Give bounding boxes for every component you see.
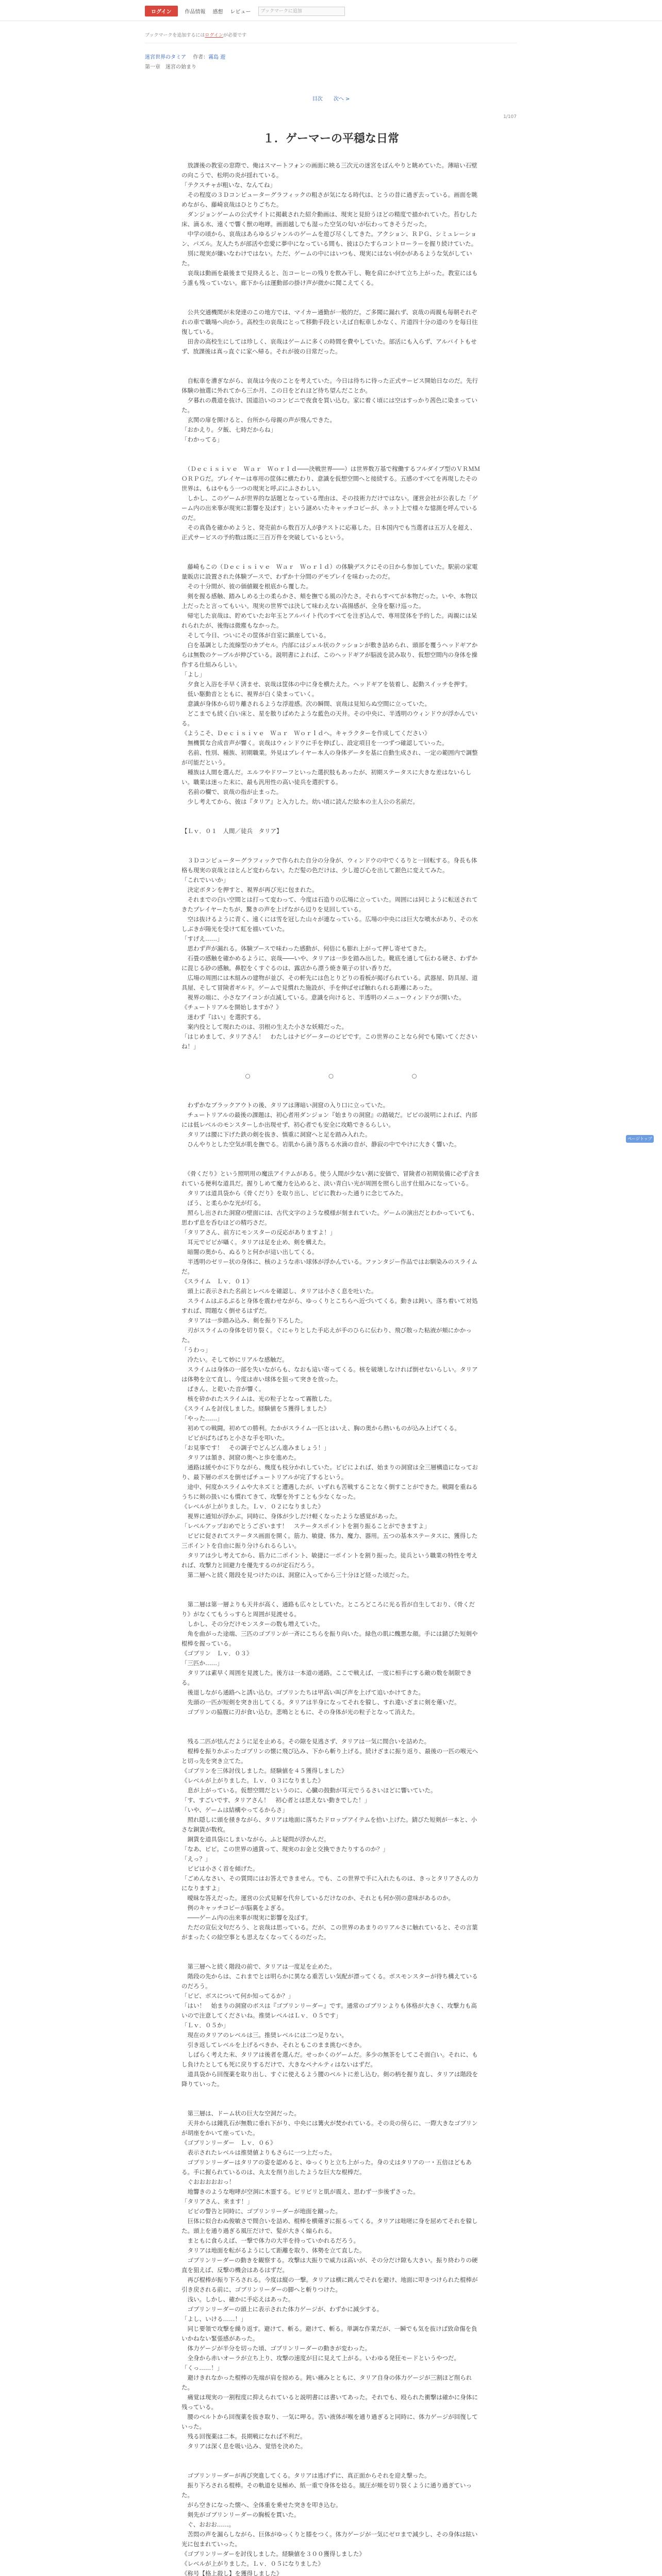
novel-paragraph: わずかなブラックアウトの後、タリアは薄暗い洞窟の入り口に立っていた。 xyxy=(181,1101,389,1109)
text-section xyxy=(181,464,481,543)
novel-paragraph: タリアは頷き、洞窟の奥へと歩を進めた。 xyxy=(181,1454,300,1461)
novel-paragraph: 痛覚は現実の一割程度に抑えられていると説明書には書いてあった。それでも、殴られた衝撃は確かに身体に残っている。 xyxy=(181,2394,478,2411)
novel-paragraph: まともに食らえば、一撃で体力の大半を持っていかれるだろう。 xyxy=(181,2237,359,2244)
novel-paragraph: 「うわっ」 xyxy=(181,1346,211,1353)
novel-paragraph: タリアは素早く周囲を見渡した。後方は一本道の通路。ここで戦えば、一度に相手にする敵の数を制限できる。 xyxy=(181,1669,472,1686)
novel-paragraph: 「レベルアップおめでとうございます！ ステータスポイントを割り振ることができますよ」 xyxy=(181,1522,430,1530)
novel-paragraph: 《ゴブリンリーダー Ｌｖ．０６》 xyxy=(181,2139,276,2146)
novel-paragraph: 広場の周囲には木組みの建物が並び、その軒先には色とりどりの看板が掲げられている。武器屋、防具屋、道具屋、そして冒険者ギルド。ゲームで見慣れた施設が、手を伸ばせば触れられる距離にあった。 xyxy=(181,974,478,991)
novel-paragraph: 《レベルが上がりました。Ｌｖ．０３になりました》 xyxy=(181,1777,324,1784)
bookmark-add-box[interactable]: ブックマークに追加 xyxy=(258,7,345,16)
novel-paragraph: 《チュートリアルを開始しますか？》 xyxy=(181,1004,282,1011)
novel-paragraph: 照れ隠しに頭を掻きながら、タリアは地面に落ちたドロップアイテムを拾い上げた。錆びた短剣が一本と、小さな銅貨が数枚。 xyxy=(181,1816,477,1833)
novel-paragraph: 玄関の扉を開けると、台所から母親の声が飛んできた。 xyxy=(181,416,336,423)
novel-paragraph: ３Ｄコンピューターグラフィックで作られた自分の分身が、ウィンドウの中でくるりと一回転する。身長も体格も現実の哀哉とほとんど変わらない。ただ髪の色だけは、少し遊び心を出して銀色に変えてみた。 xyxy=(181,857,477,874)
novel-paragraph: 《骨くだり》という照明用の魔法アイテムがある。使う人間が少ない割に安価で、冒険者の初期装備に必ず含まれている便利な道具だ。握りしめて魔力を込めると、淡い青白い光が周囲を照らし出す仕組みになっている。 xyxy=(181,1170,480,1187)
novel-paragraph: 剣を握る感触、踏みしめる土の柔らかさ、頬を撫でる風の冷たさ。それらすべてが本物だった。いや、本物以上だったと言ってもいい。現実の世界では決して味わえない高揚感が、全身を駆け巡った。 xyxy=(181,592,477,609)
novel-paragraph: どこまでも続く白い床と、星を散りばめたような藍色の天井。その中央に、半透明のウィンドウが浮かんでいる。 xyxy=(181,710,478,727)
novel-paragraph: 息が上がっている。仮想空間だというのに、心臓の鼓動が耳元でうるさいほどに響いていた。 xyxy=(181,1787,437,1794)
novel-paragraph: 後退しながら通路へと誘い込む。ゴブリンたちは甲高い叫び声を上げて追いかけてきた。 xyxy=(181,1689,425,1696)
novel-paragraph: ゴブリンリーダーの動きを観察する。攻撃は大振りで威力は高いが、その分だけ隙も大きい。振り終わりの硬直を狙えば、反撃の機会はあるはずだ。 xyxy=(181,2257,478,2274)
novel-paragraph: 意識が身体から切り離されるような浮遊感。次の瞬間、哀哉は見知らぬ空間に立っていた。 xyxy=(181,700,431,707)
novel-paragraph: 迷わず『はい』を選択する。 xyxy=(181,1013,264,1021)
novel-paragraph: 角を曲がった途端、三匹のゴブリンが一斉にこちらを振り向いた。緑色の肌に醜悪な顔。手には錆びた短剣や棍棒を握っている。 xyxy=(181,1630,478,1647)
novel-paragraph: タリアは道具袋から《骨くだり》を取り出し、ピピに教わった通りに念じてみた。 xyxy=(181,1190,407,1197)
novel-paragraph: 夕食と入浴を手早く済ませ、哀哉は筐体の中に身を横たえた。ヘッドギアを装着し、起動スイッチを押す。 xyxy=(181,681,471,688)
novel-paragraph: 例のキャッチコピーが脳裏をよぎる。 xyxy=(181,1904,288,1911)
novel-paragraph: 決定ボタンを押すと、視界が再び光に包まれた。 xyxy=(181,886,318,893)
novel-paragraph: 空は抜けるように青く、遠くには雪を冠した山々が連なっている。広場の中央には巨大な噴水があり、その水しぶきが陽光を受けて虹を描いていた。 xyxy=(181,916,478,933)
novel-paragraph: 再び棍棒が振り下ろされる。今度は縦の一撃。タリアは横に跳んでそれを避け、地面に叩きつけられた棍棒が引き戻される前に、ゴブリンリーダーの脚へと斬りつけた。 xyxy=(181,2276,478,2293)
novel-paragraph: 引き返してレベルを上げるべきか、それともこのまま挑むべきか。 xyxy=(181,2041,366,2048)
novel-paragraph: タリアは少し考えてから、筋力に二ポイント、敏捷に一ポイントを割り振った。徒兵という職業の特性を考えれば、攻撃力と回避力を優先するのが定石だろう。 xyxy=(181,1552,477,1569)
novel-paragraph: 暗闇の奥から、ぬるりと何かが這い出してくる。 xyxy=(181,1248,318,1256)
novel-paragraph: 剣先がゴブリンリーダーの胸板を貫いた。 xyxy=(181,2511,300,2518)
text-section xyxy=(181,376,481,445)
novel-paragraph: 公共交通機関が未発達のこの地方では、マイカー通勤が一般的だ。ご多聞に漏れず、哀哉の両親も毎朝それぞれの車で職場へ向かう。高校生の哀哉にとって移動手段といえば自転車しかなく、片道四十分の道のりを毎日往復している。 xyxy=(181,309,478,335)
novel-paragraph: その真偽を確かめようと、発売前から数百万人がβテストに応募した。日本国内でも当選者は五万人を超え、正式サービスの予約数は既に三百万件を突破しているという。 xyxy=(181,524,476,541)
novel-paragraph: それまでの白い空間とは打って変わって、今度は石造りの広場に立っていた。周囲には同じように転送されてきたプレイヤーたちが、驚きの声を上げながら辺りを見回している。 xyxy=(181,896,478,913)
novel-paragraph: 第二層へと続く階段を見つけたのは、洞窟に入ってから三十分ほど経った頃だった。 xyxy=(181,1571,413,1579)
novel-paragraph: 《ゴブリンを三体討伐しました。経験値を４５獲得しました》 xyxy=(181,1767,347,1774)
novel-paragraph: タリアは腰に下げた鉄の剣を抜き、慎重に洞窟へと足を踏み入れた。 xyxy=(181,1131,371,1138)
novel-paragraph: 「やった……」 xyxy=(181,1415,223,1422)
text-section xyxy=(181,161,481,288)
novel-paragraph: 低い駆動音とともに、視界が白く染まっていく。 xyxy=(181,690,318,698)
novel-paragraph: ピピの警告と同時に、ゴブリンリーダーが地面を蹴った。 xyxy=(181,2208,342,2215)
novel-paragraph: ゴブリンリーダーはタリアの姿を認めると、ゆっくりと立ち上がった。身の丈はタリアの一・五倍ほどもある。手に握られているのは、丸太を削り出したような巨大な棍棒だ。 xyxy=(181,2159,472,2176)
novel-paragraph: 階段の先からは、これまでとは明らかに異なる重苦しい気配が漂ってくる。ボスモンスターが待ち構えているのだろう。 xyxy=(181,1973,478,1990)
novel-paragraph: そして今日、ついにその筐体が自室に鎮座している。 xyxy=(181,632,330,639)
text-section xyxy=(181,1169,481,1580)
novel-paragraph: 半透明のゼリー状の身体に、核のような赤い球体が浮かんでいる。ファンタジー作品ではお馴染みのスライムだ。 xyxy=(181,1258,477,1275)
text-section xyxy=(181,562,481,807)
text-section xyxy=(181,856,481,1052)
novel-paragraph: 《レベルが上がりました。Ｌｖ．０２になりました》 xyxy=(181,1503,324,1510)
novel-paragraph: 通路は緩やかに下りながら、幾度も枝分かれしていた。ピピによれば、始まりの洞窟は全三層構造になっており、最下層のボスを倒せばチュートリアルが完了するという。 xyxy=(181,1464,478,1481)
novel-paragraph: 「えっ？」 xyxy=(181,1855,211,1862)
novel-paragraph: タリアは一歩踏み込み、剣を振り下ろした。 xyxy=(181,1317,307,1324)
novel-paragraph: 天井からは鍾乳石が無数に垂れ下がり、中央には篝火が焚かれている。その炎の傍らに、一際大きなゴブリンが胡座をかいて座っていた。 xyxy=(181,2120,478,2137)
scene-separator xyxy=(181,1071,481,1081)
novel-paragraph: 銅貨を道具袋にしまいながら、ふと疑問が浮かんだ。 xyxy=(181,1836,330,1843)
novel-paragraph: 体力ゲージが半分を切った頃、ゴブリンリーダーの動きが変わった。 xyxy=(181,2345,371,2352)
novel-paragraph: 冷たい。そして妙にリアルな感触だ。 xyxy=(181,1356,288,1363)
novel-paragraph: 「これでいいか」 xyxy=(181,876,229,884)
novel-paragraph: ――ゲーム内の出来事が現実に影響を及ぼす。 xyxy=(181,1914,312,1921)
novel-paragraph: ただの宣伝文句だろう、と哀哉は思っている。だが、この世界のあまりのリアルさに触れていると、その言葉がまったくの絵空事とも思えなくなってくるのだった。 xyxy=(181,1924,478,1941)
text-section xyxy=(181,2109,481,2451)
novel-paragraph: ピピがぱちぱちと小さな手を叩いた。 xyxy=(181,1434,288,1442)
novel-paragraph: 「なあ、ピピ。この世界の通貨って、現実のお金と交換できたりするのか？」 xyxy=(181,1845,389,1853)
novel-paragraph: 「すげえ……」 xyxy=(181,935,223,942)
site-header xyxy=(0,0,662,21)
novel-paragraph: 視界に通知が浮かぶ。同時に、身体が少しだけ軽くなったような感覚があった。 xyxy=(181,1513,401,1520)
text-section xyxy=(181,2471,481,2576)
novel-paragraph: 《ゴブリン Ｌｖ．０３》 xyxy=(181,1650,253,1657)
novel-paragraph: 腰のベルトから回復薬を抜き取り、一気に呷る。苦い液体が喉を通り過ぎると同時に、体力ゲージが回復していった。 xyxy=(181,2413,478,2430)
novel-paragraph: 思わず声が漏れる。体験ブースで味わった感動が、何倍にも膨れ上がって押し寄せてきた。 xyxy=(181,945,430,952)
novel-paragraph: 「お見事です！ その調子でどんどん進みましょう！」 xyxy=(181,1444,330,1451)
novel-paragraph: 藤崎もこの（Ｄｅｃｉｓｉｖｅ Ｗａｒ Ｗｏｒｌｄ）の体験デスクにその日から参加していた。駅前の家電量販店に設置された体験ブースで、わずか十分間のデモプレイを味わったのだ。 xyxy=(181,563,478,580)
novel-paragraph: 残る二匹が怯んだように足を止める。その隙を見逃さず、タリアは一気に間合いを詰めた。 xyxy=(181,1738,431,1745)
novel-paragraph: 「おかえり。夕飯、七時だからね」 xyxy=(181,426,276,433)
novel-paragraph: 「はじめまして、タリアさん！ わたしはナビゲーターのピピです。この世界のことなら何でも聞いてくださいね！」 xyxy=(181,1033,477,1050)
novel-paragraph: 核を砕かれたスライムは、光の粒子となって霧散した。 xyxy=(181,1395,336,1402)
novel-paragraph: 名前の欄で、哀哉の指が止まった。 xyxy=(181,788,283,795)
novel-paragraph: 《ゴブリンリーダーを討伐しました。経験値を３００獲得しました》 xyxy=(181,2550,366,2557)
novel-paragraph: 石畳の感触を確かめるように、哀哉――いや、タリアは一歩を踏み出した。靴底を通して伝わる硬さ、わずかに混じる砂の感触。鼻腔をくすぐるのは、露店から漂う焼き菓子の甘い香りだ。 xyxy=(181,955,478,972)
novel-paragraph: 《スライム Ｌｖ．０１》 xyxy=(181,1278,253,1285)
text-section xyxy=(181,308,481,357)
nav-work-info[interactable]: 作品情報 xyxy=(185,9,206,15)
novel-paragraph: 第二層は第一層よりも天井が高く、通路も広々としていた。ところどころに光る苔が自生しており、《骨くだり》がなくてもうっすらと周囲が見渡せる。 xyxy=(181,1601,475,1618)
novel-paragraph: 「わかってる」 xyxy=(181,436,223,443)
novel-paragraph: 「ピピ、ボスについて何か知ってるか？」 xyxy=(181,1992,294,1999)
novel-paragraph: 「三匹か……」 xyxy=(181,1659,223,1667)
novel-paragraph: ゴブリンリーダーが再び突進してくる。タリアは逃げずに、真正面からそれを迎え撃った。 xyxy=(181,2472,431,2479)
novel-paragraph: 《レベルが上がりました。Ｌｖ．０５になりました》 xyxy=(181,2560,324,2567)
novel-paragraph: 夕暮れの農道を抜け、国道沿いのコンビニで夜食を買い込む。家に着く頃には空はすっかり茜色に染まっていた。 xyxy=(181,397,477,414)
novel-paragraph: 案内役として現れたのは、羽根の生えた小さな妖精だった。 xyxy=(181,1023,347,1030)
episode-title: １．ゲーマーの平穏な日常 xyxy=(262,132,399,145)
login-button[interactable]: ログイン xyxy=(145,6,178,16)
novel-paragraph: 「いや、ゲームは結構やってるからさ」 xyxy=(181,1806,288,1814)
novel-paragraph: 白を基調とした流線型のカプセル。内部にはジェル状のクッションが敷き詰められ、頭部を覆うヘッドギアからは無数のケーブルが伸びている。説明書によれば、このヘッドギアが脳波を読み取り、仮想空間内の身体を操作する仕組みらしい。 xyxy=(181,641,478,668)
novel-paragraph: 種族は人間を選んだ。エルフやドワーフといった選択肢もあったが、初期ステータスに大きな差はないらしい。職業は迷った末に、最も汎用性の高い徒兵を選択する。 xyxy=(181,769,472,786)
novel-paragraph: 残る回復薬は二本。長期戦になれば不利だ。 xyxy=(181,2433,306,2440)
novel-paragraph: チュートリアルの最後の課題は、初心者用ダンジョン『始まりの洞窟』の踏破だ。ピピの説明によれば、内部には低レベルのモンスターしか出現せず、初心者でも安全に攻略できるらしい。 xyxy=(181,1111,477,1128)
novel-paragraph: 名前、性別、種族、初期職業。外見はプレイヤー本人の身体データを基に自動生成され、一定の範囲内で調整が可能だという。 xyxy=(181,749,478,766)
novel-paragraph: 苦悶の声を漏らしながら、巨体がゆっくりと膝をつく。体力ゲージが一気にゼロまで減少し、その身体は眩い光に包まれていった。 xyxy=(181,2531,478,2548)
novel-paragraph: 《スライムを討伐しました。経験値を５獲得しました》 xyxy=(181,1405,330,1412)
separator-mark: ○ ○ ○ xyxy=(245,1072,453,1079)
novel-paragraph: ピピは小さく首を傾げた。 xyxy=(181,1865,259,1872)
novel-paragraph: がら空きになった懐へ、全体重を乗せた突きを叩き込む。 xyxy=(181,2501,342,2509)
novel-paragraph: （Ｄｅｃｉｓｉｖｅ Ｗａｒ Ｗｏｒｌｄ――決戦世界――）は世界数万基で稼働するフルダイブ型のＶＲＭＭＯＲＰＧだ。プレイヤーは専用の筐体に横たわり、意識を仮想空間へと接続する。五感のすべてを再現したその世界は、もはやもう一つの現実と呼ぶにふさわしい。 xyxy=(181,465,481,492)
novel-paragraph: 現在のタリアのレベルは三。推奨レベルには二つ足りない。 xyxy=(181,2031,347,2039)
novel-paragraph: 「Ｌｖ．０５か」 xyxy=(181,2022,229,2029)
novel-paragraph: 全身から赤いオーラが立ち上り、攻撃の速度が目に見えて上がる。いわゆる発狂モードというやつだ。 xyxy=(181,2354,460,2362)
page-count: 1/107 xyxy=(503,114,517,120)
novel-paragraph: スライムは身体の一部を失いながらも、なおも這い寄ってくる。核を破壊しなければ倒せないらしい。タリアは体勢を立て直し、今度は赤い球体を狙って突きを放った。 xyxy=(181,1366,478,1383)
bookmark-login-notice xyxy=(145,31,246,38)
novel-paragraph: ぼう、と柔らかな光が灯る。 xyxy=(181,1199,264,1207)
novel-paragraph: 別に現実が嫌いなわけではない。ただ、ゲームの中にはいつも、現実にはない何かがあるような気がしていた。 xyxy=(181,250,472,267)
novel-paragraph: 巨体に似合わぬ俊敏さで間合いを詰め、棍棒を横薙ぎに振るってくる。タリアは咄嗟に身を屈めてそれを躱した。頭上を通り過ぎる風圧だけで、髪が大きく煽られる。 xyxy=(181,2217,478,2234)
notice-text-after: が必要です xyxy=(223,33,246,38)
novel-paragraph: その十分間が、彼の価値観を根底から覆した。 xyxy=(181,583,312,590)
novel-paragraph: 哀哉は動画を最後まで見終えると、缶コーヒーの残りを飲み干し、鞄を肩にかけて立ち上がった。教室にはもう誰も残っていない。廊下からは運動部の掛け声が微かに聞こえてくる。 xyxy=(181,269,478,286)
chapter-nav xyxy=(0,94,662,102)
novel-paragraph: 初めての戦闘。初めての勝利。たかがスライム一匹とはいえ、胸の奥から熱いものが込み上げてくる。 xyxy=(181,1425,460,1432)
novel-paragraph: しかし、このゲームが世界的な話題となっている理由は、その技術力だけではない。運営会社が公表した「ゲーム内の出来事が現実に影響を及ぼす」という謎めいたキャッチコピーが、ネット上で様々な憶測を呼んでいるのだ。 xyxy=(181,495,478,521)
novel-paragraph: 浅い。しかし、確かに手応えはあった。 xyxy=(181,2296,294,2303)
novel-paragraph: ぱきん、と乾いた音が響く。 xyxy=(181,1385,265,1393)
novel-paragraph: ゴブリンリーダーの頭上に表示された体力ゲージが、わずかに減少する。 xyxy=(181,2306,383,2313)
nav-impressions[interactable]: 感想 xyxy=(212,9,223,15)
novel-paragraph: 視界の端に、小さなアイコンが点滅している。意識を向けると、半透明のメニューウィンドウが開いた。 xyxy=(181,994,465,1001)
toc-link[interactable]: 目次 xyxy=(312,96,323,102)
novel-paragraph: 「タリアさん、前方にモンスターの反応がありますよ！」 xyxy=(181,1229,336,1236)
novel-paragraph: 第三層へと続く階段の前で、タリアは一度足を止めた。 xyxy=(181,1963,336,1970)
novel-paragraph: 刃がスライムの身体を切り裂く。ぐにゃりとした手応えが手のひらに伝わり、飛び散った粘液が頬にかかった。 xyxy=(181,1327,472,1344)
novel-paragraph: スライムはぷるぷると身体を震わせながら、ゆっくりとこちらへ近づいてくる。動きは鈍い。落ち着いて対処すれば、問題なく倒せるはずだ。 xyxy=(181,1297,478,1314)
novel-paragraph: 「タリアさん、来ます！」 xyxy=(181,2198,253,2205)
novel-paragraph: 同じ要領で攻撃を繰り返す。避けて、斬る。避けて、斬る。単調な作業だが、一瞬でも気を抜けば致命傷を負いかねない緊張感があった。 xyxy=(181,2325,477,2342)
novel-paragraph: 「す、すごいです、タリアさん！ 初心者とは思えない動きでした！」 xyxy=(181,1797,371,1804)
novel-body xyxy=(181,161,481,2576)
novel-paragraph: ひんやりとした空気が肌を撫でる。岩肌から滴り落ちる水滴の音が、静寂の中でやけに大きく響いた。 xyxy=(181,1141,460,1148)
novel-paragraph: 「テクスチャが粗いな、なんてね」 xyxy=(181,181,276,189)
author-label: 作者： xyxy=(193,55,209,60)
novel-paragraph: 【Ｌｖ．０１ 人間／徒兵 タリア】 xyxy=(181,827,283,835)
novel-paragraph: ゴブリンの脇腹に刃が食い込む。悲鳴とともに、その身体が光の粒子となって消えた。 xyxy=(181,1708,419,1716)
novel-paragraph: 田舎の高校生にしては珍しく、哀哉はゲームに多くの時間を費やしていた。部活にも入らず、アルバイトもせず、放課後は真っ直ぐに家へ帰る。それが彼の日常だった。 xyxy=(181,338,477,355)
novel-paragraph: 照らし出された洞窟の壁面には、古代文字のような模様が刻まれていた。ゲームの演出だとわかっていても、思わず息を呑むほどの精巧さだ。 xyxy=(181,1209,478,1226)
text-section xyxy=(181,826,481,836)
nav-review[interactable]: レビュー xyxy=(230,9,251,15)
novel-paragraph: タリアは地面を転がるようにして距離を取り、体勢を立て直した。 xyxy=(181,2247,366,2254)
text-section xyxy=(181,1100,481,1149)
novel-paragraph: 棍棒を振りかぶったゴブリンの懐に飛び込み、下から斬り上げる。続けざまに振り返り、最後の一匹の喉元へと切っ先を突き立てた。 xyxy=(181,1748,478,1765)
novel-paragraph: 自転車を漕ぎながら、哀哉は今夜のことを考えていた。今日は待ちに待った正式サービス開始日なのだ。先行体験の抽選に外れてから三か月、この日をどれほど待ち望んだことか。 xyxy=(181,377,478,394)
novel-paragraph: 頭上に表示された名前とレベルを確認し、タリアは小さく息を吐いた。 xyxy=(181,1287,377,1295)
text-section xyxy=(181,1737,481,1942)
novel-paragraph: しかし、その分だけモンスターの数も増えていた。 xyxy=(181,1620,324,1628)
notice-text-before: ブックマークを追加するには xyxy=(145,33,205,38)
novel-paragraph: 先頭の一匹が短剣を突き出してくる。タリアは半身になってそれを躱し、すれ違いざまに剣を薙いだ。 xyxy=(181,1699,460,1706)
header-nav xyxy=(145,6,345,16)
novel-paragraph: 耳元でピピが囁く。タリアは足を止め、剣を構えた。 xyxy=(181,1239,329,1246)
novel-paragraph: ピピに促されてステータス画面を開く。筋力、敏捷、体力、魔力、器用。五つの基本ステータスに、獲得した三ポイントを自由に振り分けられるらしい。 xyxy=(181,1532,478,1549)
novel-paragraph: 表示されたレベルは推奨値よりもさらに一つ上だった。 xyxy=(181,2149,336,2156)
novel-paragraph: 第三層は、ドーム状の巨大な空洞だった。 xyxy=(181,2110,300,2117)
novel-paragraph: その程度の３Ｄコンピューターグラフィックの粗さが気になる時代は、とうの昔に過ぎ去っている。画面を眺めながら、藤崎哀哉はひとりごちた。 xyxy=(181,191,478,208)
chapter-name: 第一章 迷宮の始まり xyxy=(145,64,196,70)
novel-paragraph: 「よし」 xyxy=(181,671,205,678)
novel-paragraph: 曖昧な答えだった。運営の公式見解を代弁しているだけなのか、それとも何か別の意味があるのか。 xyxy=(181,1894,454,1902)
novel-paragraph: ぐ、おおお……。 xyxy=(181,2521,235,2528)
novel-paragraph: 「はい！ 始まりの洞窟のボスは『ゴブリンリーダー』です。通常のゴブリンよりも体格が大きく、攻撃力も高いので注意してくださいね。推奨レベルはＬｖ．０５です」 xyxy=(181,2002,477,2019)
novel-paragraph: 《称号【格上殺し】を獲得しました》 xyxy=(181,2570,283,2576)
novel-paragraph: しばらく考えた末、タリアは後者を選んだ。せっかくのゲームだ。多少の無茶をしてこそ面白い。それに、もし負けたとしても死に戻りするだけで、大きなペナルティはないはずだ。 xyxy=(181,2051,478,2068)
novel-paragraph: 振り下ろされる棍棒。その軌道を見極め、紙一重で身体を捻る。風圧が頬を切り裂くように通り過ぎていった。 xyxy=(181,2482,472,2499)
notice-login-link[interactable]: ログイン xyxy=(205,33,223,38)
text-section xyxy=(181,1962,481,2089)
novel-paragraph: 道具袋から回復薬を取り出し、すぐに使えるよう腰のベルトに差し込む。剣の柄を握り直し、タリアは階段を降りていった。 xyxy=(181,2071,478,2088)
novel-paragraph: 途中、何度かスライムや大ネズミと遭遇したが、いずれも苦戦することなく倒すことができた。戦闘を重ねるうちに剣の扱いにも慣れてきて、攻撃を外すことも少なくなった。 xyxy=(181,1483,478,1500)
novel-paragraph: 《ようこそ、Ｄｅｃｉｓｉｖｅ Ｗａｒ Ｗｏｒｌｄへ。キャラクターを作成してください》 xyxy=(181,730,431,737)
novel-paragraph: 帰宅した哀哉は、貯めていたお年玉とアルバイト代のすべてを注ぎ込んで、専用筐体を予約した。両親には呆れられたが、後悔は微塵もなかった。 xyxy=(181,612,477,629)
novel-paragraph: 中学の頃から、哀哉はあらゆるジャンルのゲームを遊び尽くしてきた。アクション、ＲＰＧ、シミュレーション、パズル。友人たちが部活や恋愛に夢中になっている間も、彼はひたすらコントローラーを握り続けていた。 xyxy=(181,230,477,247)
novel-paragraph: ぐおおおおおっ！ xyxy=(181,2178,235,2185)
next-link[interactable]: 次へ > xyxy=(333,96,350,102)
novel-paragraph: 無機質な合成音声が響く。哀哉はウィンドウに手を伸ばし、設定項目を一つずつ確認していった。 xyxy=(181,739,448,747)
novel-paragraph: 「くっ……！」 xyxy=(181,2364,223,2371)
novel-paragraph: 「よし、いける……！」 xyxy=(181,2315,247,2323)
breadcrumb xyxy=(145,53,225,60)
novel-paragraph: 少し考えてから、彼は『タリア』と入力した。幼い頃に読んだ絵本の主人公の名前だ。 xyxy=(181,798,419,805)
novel-paragraph: タリアは深く息を吸い込み、覚悟を決めた。 xyxy=(181,2443,307,2450)
novel-paragraph: 避けきれなかった棍棒の先端が肩を掠める。鈍い痛みとともに、タリア自身の体力ゲージが三割ほど削られた。 xyxy=(181,2374,472,2391)
novel-paragraph: 「ごめんなさい、その質問にはお答えできません。でも、この世界で手に入れたものは、きっとタリアさんの力になりますよ」 xyxy=(181,1875,478,1892)
text-section xyxy=(181,1600,481,1717)
novel-paragraph: ダンジョンゲームの公式サイトに掲載された紹介動画は、現実と見紛うほどの精度で描かれていた。苔むした床、滴る水、遠くで響く獣の咆哮。画面越しでも湿った空気の匂いが伝わってきそうだった。 xyxy=(181,211,477,228)
novel-paragraph: 地響きのような咆哮が空洞に木霊する。ビリビリと肌が震え、思わず一歩後ずさった。 xyxy=(181,2188,419,2195)
novel-paragraph: 放課後の教室の窓際で、俺はスマートフォンの画面に映る三次元の迷宮をぼんやりと眺めていた。薄暗い石壁の向こうで、松明の炎が揺れている。 xyxy=(181,162,477,179)
author-link[interactable]: 霧島 遊 xyxy=(208,55,226,60)
work-title-link[interactable]: 迷宮世界のタミア xyxy=(145,55,186,60)
page-top-button[interactable]: ページトップへ xyxy=(626,1135,654,1143)
